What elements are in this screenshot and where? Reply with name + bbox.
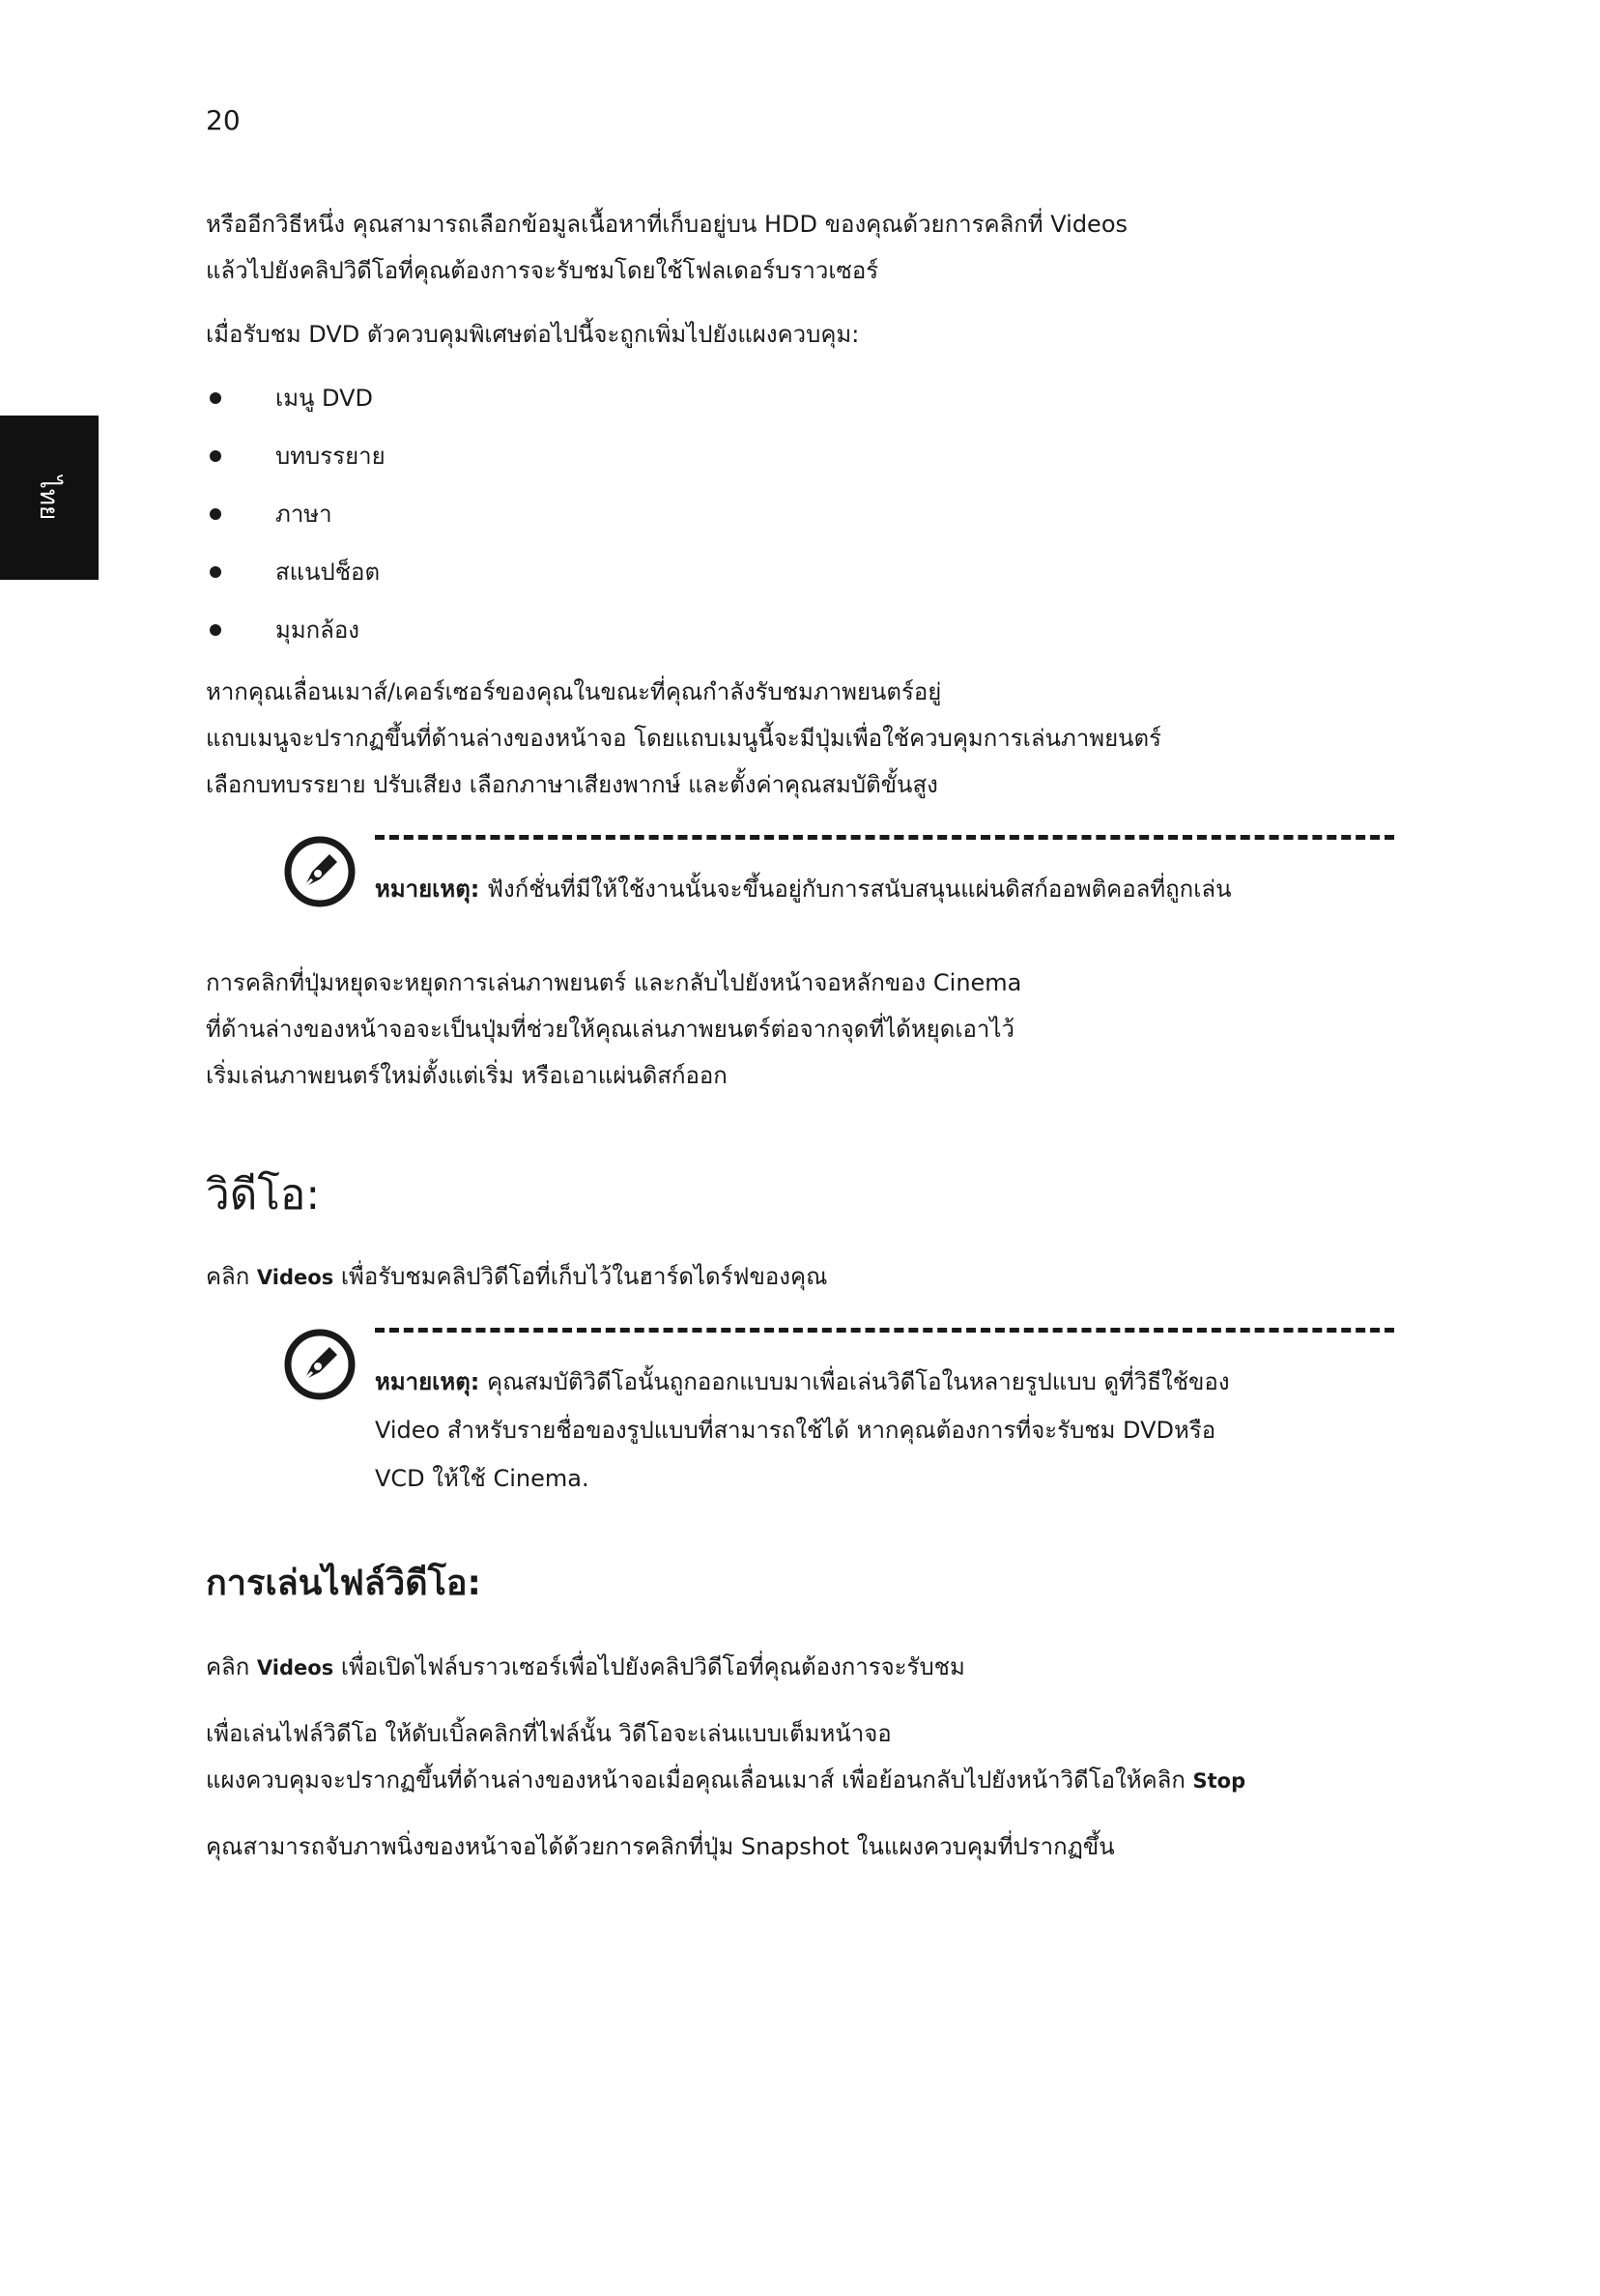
play-text-pre: คลิก	[206, 1653, 257, 1680]
intro-line-1: หรืออีกวิธีหนึ่ง คุณสามารถเลือกข้อมูลเนื้อหาที่เก็บอยู่บน HDD ของคุณด้วยการคลิกที่ Videos	[206, 211, 1128, 238]
note-text	[375, 865, 1394, 913]
stop-keyword: Stop	[1192, 1769, 1246, 1793]
stop-line-3: เริ่มเล่นภาพยนตร์ใหม่ตั้งแต่เริ่ม หรือเอาแผ่นดิสก์ออก	[206, 1062, 728, 1089]
video-text-post: เพื่อรับชมคลิปวิดีโอที่เก็บไว้ในฮาร์ดไดร์ฟของคุณ	[333, 1263, 828, 1290]
page-content	[206, 201, 1394, 1870]
cursor-line-2: แถบเมนูจะปรากฏขึ้นที่ด้านล่างของหน้าจอ โดยแถบเมนูนี้จะมีปุ่มเพื่อใช้ควบคุมการเล่นภาพยนตร์	[206, 725, 1162, 752]
note-body-line-1: คุณสมบัติวิดีโอนั้นถูกออกแบบมาเพื่อเล่นวิดีโอในหลายรูปแบบ ดูที่วิธีใช้ของ	[479, 1368, 1230, 1395]
play-video-heading: การเล่นไฟล์วิดีโอ:	[206, 1564, 481, 1603]
note-body: ฟังก์ชั่นที่มีให้ใช้งานนั้นจะขึ้นอยู่กับการสนับสนุนแผ่นดิสก์ออพติคอลที่ถูกเล่น	[479, 875, 1232, 903]
play-line-1: เพื่อเล่นไฟล์วิดีโอ ให้ดับเบิ้ลคลิกที่ไฟล์นั้น วิดีโอจะเล่นแบบเต็มหน้าจอ	[206, 1720, 892, 1747]
note-label: หมายเหตุ:	[375, 875, 480, 903]
list-item: มุมกล้อง	[206, 601, 1394, 659]
stop-line-1: การคลิกที่ปุ่มหยุดจะหยุดการเล่นภาพยนตร์ และกลับไปยังหน้าจอหลักของ Cinema	[206, 969, 1022, 996]
dvd-controls-intro: เมื่อรับชม DVD ตัวควบคุมพิเศษต่อไปนี้จะถูกเพิ่มไปยังแผงควบคุม:	[206, 321, 860, 348]
videos-keyword: Videos	[256, 1656, 334, 1679]
stop-paragraph	[206, 960, 1394, 1099]
snapshot-paragraph: คุณสามารถจับภาพนิ่งของหน้าจอได้ด้วยการคลิกที่ปุ่ม Snapshot ในแผงควบคุมที่ปรากฏขึ้น	[206, 1833, 1115, 1860]
note-text	[375, 1358, 1394, 1503]
list-item: เมนู DVD	[206, 369, 1394, 427]
dvd-controls-list	[206, 369, 1394, 659]
language-side-tab-label: ไทย	[34, 475, 64, 520]
note-pen-icon	[283, 835, 357, 908]
note-pen-icon	[283, 1328, 357, 1401]
cursor-paragraph	[206, 669, 1394, 808]
note-body-line-3: VCD ให้ใช้ Cinema.	[375, 1465, 589, 1492]
play-line-2	[206, 1757, 1394, 1804]
note-divider	[375, 835, 1394, 840]
note-box-1	[283, 835, 1394, 913]
list-item: บทบรรยาย	[206, 427, 1394, 485]
list-item: สแนปช็อต	[206, 543, 1394, 601]
cursor-line-1: หากคุณเลื่อนเมาส์/เคอร์เซอร์ของคุณในขณะที่คุณกำลังรับชมภาพยนตร์อยู่	[206, 678, 942, 705]
list-item: ภาษา	[206, 485, 1394, 543]
page-number: 20	[206, 104, 241, 136]
video-paragraph	[206, 1253, 1394, 1301]
videos-keyword: Videos	[256, 1266, 334, 1289]
note-body-line-2: Video สำหรับรายชื่อของรูปแบบที่สามารถใช้ได้ หากคุณต้องการที่จะรับชม DVDหรือ	[375, 1417, 1216, 1444]
play-line-2-text: แผงควบคุมจะปรากฏขึ้นที่ด้านล่างของหน้าจอเมื่อคุณเลื่อนเมาส์ เพื่อย้อนกลับไปยังหน้าวิดีโอให้คลิก	[206, 1766, 1193, 1794]
play-paragraph-1	[206, 1644, 1394, 1691]
play-paragraph-2	[206, 1710, 1394, 1804]
video-text-pre: คลิก	[206, 1263, 257, 1290]
note-label: หมายเหตุ:	[375, 1368, 480, 1395]
language-side-tab	[0, 416, 99, 580]
cursor-line-3: เลือกบทบรรยาย ปรับเสียง เลือกภาษาเสียงพากษ์ และตั้งค่าคุณสมบัติขั้นสูง	[206, 771, 938, 798]
play-text-post: เพื่อเปิดไฟล์บราวเซอร์เพื่อไปยังคลิปวิดีโอที่คุณต้องการจะรับชม	[333, 1653, 965, 1680]
note-divider	[375, 1328, 1394, 1333]
note-box-2	[283, 1328, 1394, 1503]
video-heading: วิดีโอ:	[206, 1170, 321, 1220]
intro-line-2: แล้วไปยังคลิปวิดีโอที่คุณต้องการจะรับชมโดยใช้โฟลเดอร์บราวเซอร์	[206, 257, 879, 284]
stop-line-2: ที่ด้านล่างของหน้าจอจะเป็นปุ่มที่ช่วยให้คุณเล่นภาพยนตร์ต่อจากจุดที่ได้หยุดเอาไว้	[206, 1016, 1014, 1043]
